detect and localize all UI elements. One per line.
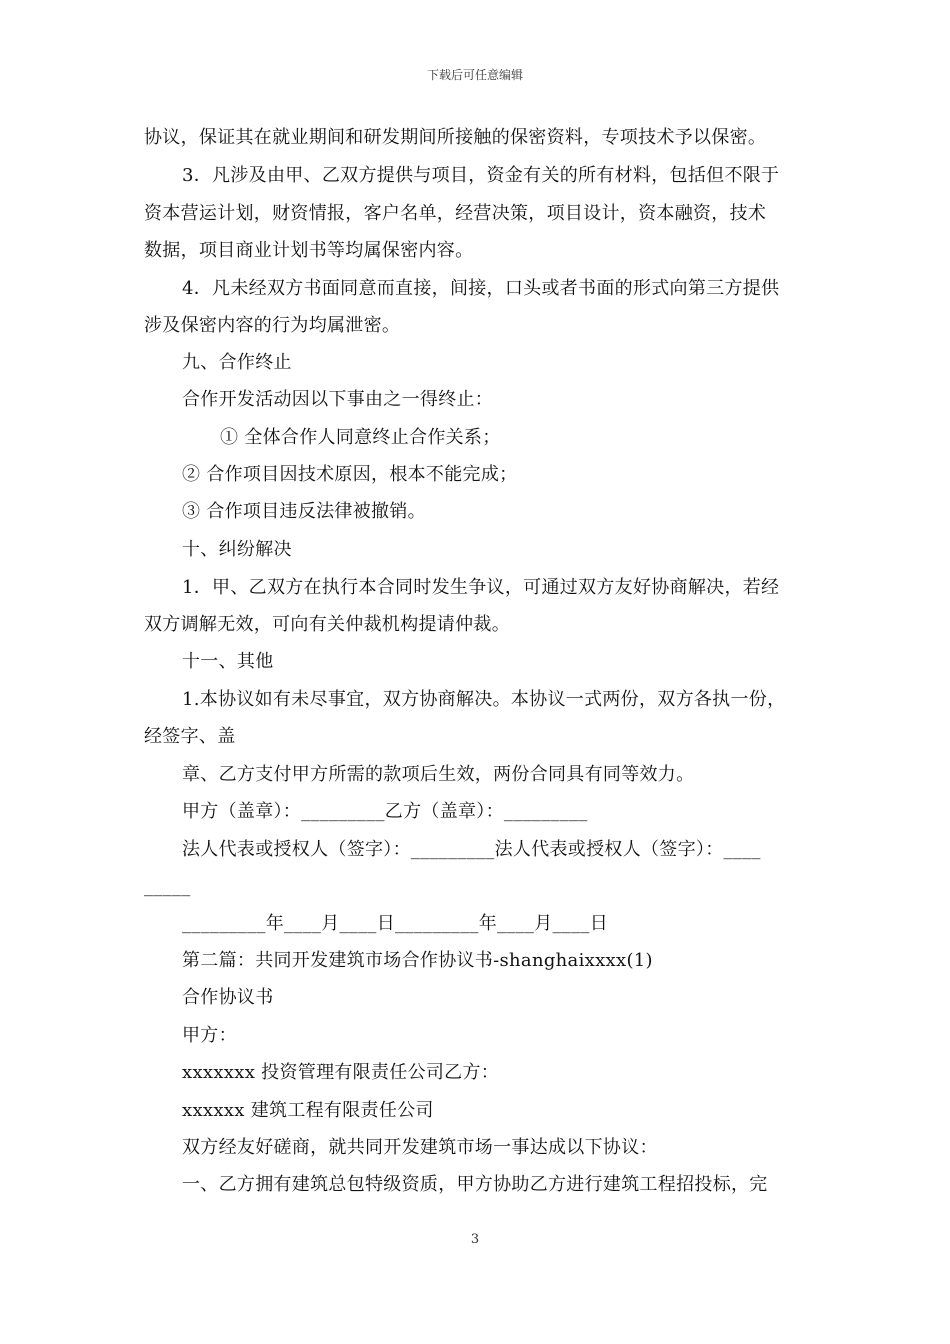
text-line: 1．甲、乙双方在执行本合同时发生争议，可通过双方友好协商解决，若经 [182,577,780,598]
signature-line: 甲方（盖章）：_________乙方（盖章）：_________ [182,801,588,822]
list-item: ③ 合作项目违反法律被撤销。 [182,501,426,522]
signature-line: _____ [144,876,191,897]
section-heading: 九、合作终止 [182,352,292,373]
document-title: 合作协议书 [182,987,274,1008]
list-item: ① 全体合作人同意终止合作关系； [220,427,501,448]
text-line: 双方调解无效，可向有关仲裁机构提请仲裁。 [144,614,510,635]
text-line: 一、乙方拥有建筑总包特级资质，甲方协助乙方进行建筑工程招投标，完 [182,1174,768,1195]
text-line: 合作开发活动因以下事由之一得终止： [182,389,494,410]
section-heading: 第二篇：共同开发建筑市场合作协议书-shanghaixxxx(1) [182,950,653,971]
text-line: 双方经友好磋商，就共同开发建筑市场一事达成以下协议： [182,1137,658,1158]
text-line: 涉及保密内容的行为均属泄密。 [144,315,401,336]
text-line: 1.本协议如有未尽事宜，双方协商解决。本协议一式两份，双方各执一份， [182,689,786,710]
text-line: 4．凡未经双方书面同意而直接，间接，口头或者书面的形式向第三方提供 [182,278,780,299]
page-number: 3 [470,1232,480,1247]
text-line: xxxxxx 建筑工程有限责任公司 [182,1100,434,1121]
page-header: 下载后可任意编辑 [426,68,523,82]
signature-line: 法人代表或授权人（签字）：_________法人代表或授权人（签字）：____ [182,839,761,860]
date-line: _________年____月____日_________年____月____日 [182,913,608,934]
section-heading: 十、纠纷解决 [182,539,292,560]
text-line: 甲方： [182,1025,237,1046]
text-line: xxxxxxx 投资管理有限责任公司乙方： [182,1062,500,1083]
text-line: 3．凡涉及由甲、乙双方提供与项目，资金有关的所有材料，包括但不限于 [182,165,780,186]
text-line: 协议，保证其在就业期间和研发期间所接触的保密资料，专项技术予以保密。 [144,127,767,148]
section-heading: 十一、其他 [182,651,274,672]
list-item: ② 合作项目因技术原因，根本不能完成； [182,464,518,485]
text-line: 经签字、盖 [144,726,236,747]
text-line: 资本营运计划，财资情报，客户名单，经营决策，项目设计，资本融资，技术 [144,203,767,224]
text-line: 数据，项目商业计划书等均属保密内容。 [144,240,474,261]
text-line: 章、乙方支付甲方所需的款项后生效，两份合同具有同等效力。 [182,764,695,785]
